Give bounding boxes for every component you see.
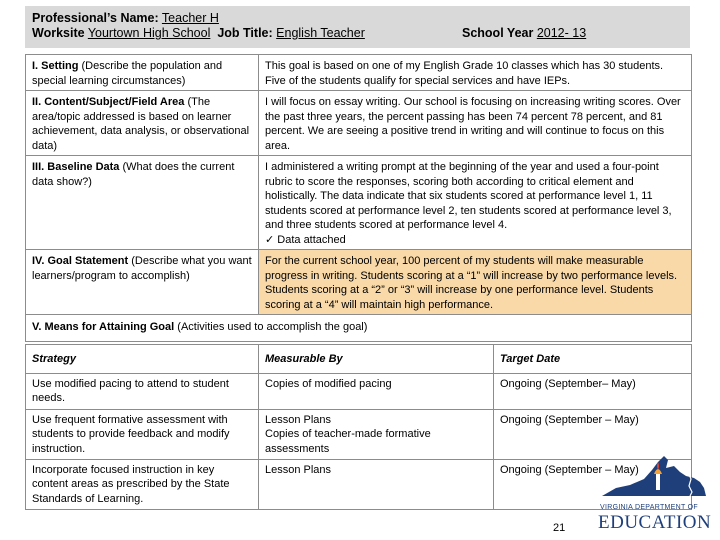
strategy-header-row	[26, 345, 692, 374]
section-row-content-area	[26, 91, 692, 156]
measurable-cell: Copies of modified pacing	[259, 373, 494, 409]
strategy-cell: Incorporate focused instruction in key content areas as prescribed by the State Standards of Learning.	[26, 459, 259, 509]
goal-sections-table	[25, 54, 692, 342]
school-year-label: School Year	[462, 26, 534, 40]
page-number: 21	[553, 522, 566, 534]
table-row	[26, 373, 692, 409]
table-row	[26, 459, 692, 509]
section-label: I. Setting (Describe the population and special learning circumstances)	[26, 55, 259, 91]
column-header-target-date: Target Date	[494, 345, 692, 374]
means-row	[26, 315, 692, 342]
column-header-measurable-by: Measurable By	[259, 345, 494, 374]
section-row-setting	[26, 55, 692, 91]
strategy-cell: Use modified pacing to attend to student needs.	[26, 373, 259, 409]
name-line	[32, 11, 683, 26]
section-label: III. Baseline Data (What does the current data show?)	[26, 156, 259, 250]
logo-subtitle: VIRGINIA DEPARTMENT OF	[600, 504, 699, 511]
job-title-value: English Teacher	[276, 26, 365, 40]
section-label: II. Content/Subject/Field Area (The area/topic addressed is based on learner achievement, data analysis, or observational data)	[26, 91, 259, 156]
section-content: This goal is based on one of my English Grade 10 classes which has 30 students. Five of the students qualify for special services and have IEPs.	[259, 55, 692, 91]
name-label: Professional’s Name:	[32, 11, 159, 25]
virginia-state-icon	[596, 452, 710, 504]
section-content	[259, 156, 692, 250]
data-attached-check: ✓ Data attached	[265, 233, 346, 246]
job-title-label: Job Title:	[217, 26, 273, 40]
logo-title: EDUCATION	[598, 512, 712, 533]
section-label: IV. Goal Statement (Describe what you want learners/program to accomplish)	[26, 250, 259, 315]
school-year-value: 2012- 13	[536, 26, 587, 40]
target-date-cell: Ongoing (September – May)	[494, 409, 692, 459]
worksite-label: Worksite	[32, 26, 85, 40]
measurable-cell: Lesson Plans	[259, 459, 494, 509]
vdoe-logo	[596, 452, 710, 532]
column-header-strategy: Strategy	[26, 345, 259, 374]
worksite-value: Yourtown High School	[87, 26, 211, 40]
section-row-baseline-data	[26, 156, 692, 250]
target-date-cell: Ongoing (September – May)	[494, 459, 692, 509]
target-date-cell: Ongoing (September– May)	[494, 373, 692, 409]
strategy-cell: Use frequent formative assessment with students to provide feedback and modify instruction.	[26, 409, 259, 459]
measurable-cell: Lesson Plans Copies of teacher-made formative assessments	[259, 409, 494, 459]
baseline-text: I administered a writing prompt at the beginning of the year and used a four-point rubric to score the responses, scoring both according to critical element and holistically. The data indicate that six students scored at performance level 1, 11 students scored at performance level 2, ten students scored at performance level 3, and three students scored at performance level 4.	[265, 161, 672, 231]
section-row-goal-statement	[26, 250, 692, 315]
section-content-highlighted: For the current school year, 100 percent of my students will make measurable progress in writing. Students scoring at a “1” will increase by two performance levels. Students scoring at a “2” or “3” will increase by one performance level. Students scoring at a “4” will maintain high performance.	[259, 250, 692, 315]
table-row	[26, 409, 692, 459]
plan-header	[25, 6, 690, 48]
name-value: Teacher H	[161, 11, 219, 25]
strategy-table	[25, 344, 692, 510]
section-content: I will focus on essay writing. Our school is focusing on increasing writing scores. Over the past three years, the percent passing has been 74 percent 78 percent, and 81 percent. We are seeing a positive trend in writing and will continue to focus on this area.	[259, 91, 692, 156]
means-heading: V. Means for Attaining Goal (Activities used to accomplish the goal)	[26, 315, 692, 342]
school-year	[462, 26, 586, 41]
